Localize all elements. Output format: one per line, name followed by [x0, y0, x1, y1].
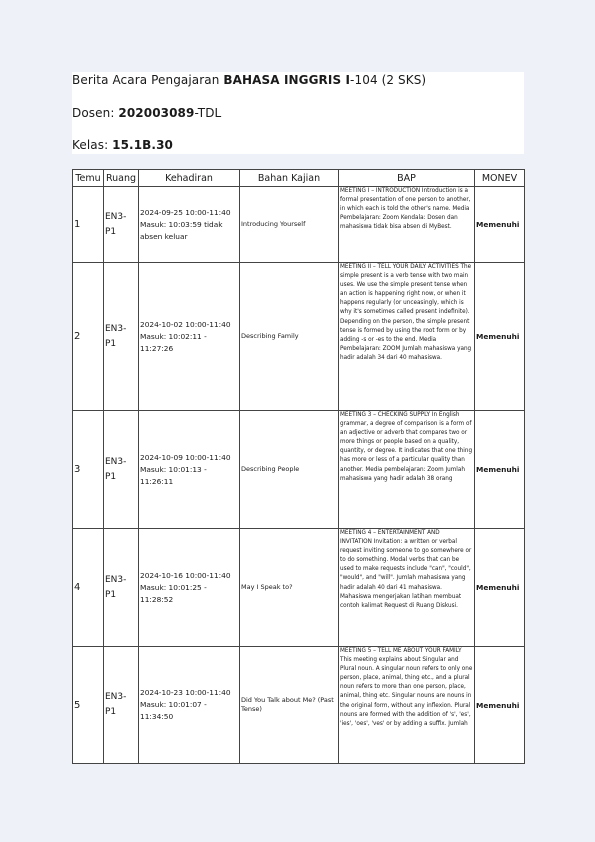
cell-temu: 4	[73, 529, 104, 647]
course-code: -104 (2 SKS)	[350, 73, 427, 87]
kehadiran-jadwal: 2024-10-16 10:00-11:40	[140, 570, 231, 580]
lecturer-code: -TDL	[194, 106, 222, 120]
kehadiran-jadwal: 2024-10-23 10:00-11:40	[140, 688, 231, 697]
cell-temu: 5	[73, 647, 104, 764]
cell-kehadiran	[139, 187, 240, 263]
cell-bap: MEETING I – INTRODUCTION Introduction is a formal presentation of one person to another, in which each is told the other's name. Media Pembelajaran: Zoom Kendala: Dosen dan mahasiswa tidak bisa absen di MyBest.	[339, 187, 475, 263]
report-title	[72, 73, 426, 87]
cell-ruang: EN3-P1	[104, 187, 139, 263]
cell-bahan-kajian: Describing Family	[240, 263, 339, 411]
cell-monev: Memenuhi	[475, 411, 525, 529]
col-header-temu: Temu	[73, 170, 104, 187]
cell-bap: MEETING II – TELL YOUR DAILY ACTIVITIES The simple present is a verb tense with two main uses. We use the simple present tense when an action is happening right now, or when it happens regularly (or unceasingly, which is why it's sometimes called present indefinite). Depending on the person, the simple present tense is formed by using the root form or by adding -s or -es to the end. Media Pembelajaran: ZOOM Jumlah mahasiswa yang hadir adalah 34 dari 40 mahasiswa.	[339, 263, 475, 411]
cell-ruang: EN3-P1	[104, 529, 139, 647]
class-line	[72, 138, 173, 152]
kehadiran-masuk: Masuk: 10:01:25 - 11:28:52	[140, 582, 207, 604]
col-header-bap: BAP	[339, 170, 475, 187]
kehadiran-masuk: Masuk: 10:01:07 - 11:34:50	[140, 700, 207, 721]
cell-temu: 3	[73, 411, 104, 529]
cell-bap: MEETING 4 – ENTERTAINMENT AND INVITATION Invitation: a written or verbal request inviting someone to go somewhere or to do something. Modal verbs that can be used to make requests include "can", "could", "would", and "will". Jumlah mahasiswa yang hadir adalah 40 dari 41 mahasiswa. Mahasiswa mengerjakan latihan membuat contoh kalimat Request di Ruang Diskusi.	[339, 529, 475, 647]
cell-ruang: EN3-P1	[104, 263, 139, 411]
lecturer-label: Dosen:	[72, 106, 119, 120]
cell-kehadiran	[139, 529, 240, 647]
report-header	[72, 72, 524, 154]
kehadiran-masuk: Masuk: 10:01:13 - 11:26:11	[140, 464, 207, 486]
table-row	[73, 187, 525, 263]
cell-monev: Memenuhi	[475, 647, 525, 764]
cell-monev: Memenuhi	[475, 263, 525, 411]
cell-monev: Memenuhi	[475, 187, 525, 263]
cell-bap: MEETING 3 – CHECKING SUPPLY In English grammar, a degree of comparison is a form of an adjective or adverb that compares two or more things or people based on a quality, quantity, or degree. It indicates that one thing has more or less of a particular quality than another. Media pembelajaran: Zoom Jumlah mahasiswa yang hadir adalah 38 orang	[339, 411, 475, 529]
table-row	[73, 263, 525, 411]
cell-ruang: EN3-P1	[104, 647, 139, 764]
cell-ruang: EN3-P1	[104, 411, 139, 529]
col-header-ruang: Ruang	[104, 170, 139, 187]
cell-bahan-kajian: May I Speak to?	[240, 529, 339, 647]
kehadiran-jadwal: 2024-10-02 10:00-11:40	[140, 319, 231, 329]
cell-bahan-kajian: Introducing Yourself	[240, 187, 339, 263]
cell-kehadiran	[139, 263, 240, 411]
teaching-record-table	[72, 169, 525, 764]
cell-kehadiran	[139, 411, 240, 529]
cell-temu: 2	[73, 263, 104, 411]
cell-temu: 1	[73, 187, 104, 263]
kehadiran-jadwal: 2024-10-09 10:00-11:40	[140, 452, 231, 462]
table-row	[73, 529, 525, 647]
cell-bap: MEETING 5 – TELL ME ABOUT YOUR FAMILY This meeting explains about Singular and Plural noun. A singular noun refers to only one person, place, animal, thing etc., and a plural noun refers to more than one person, place, animal, thing etc. Singular nouns are nouns in the original form, without any inflexion. Plural nouns are formed with the addition of 's', 'es', 'ies', 'oes', 'ves' or by adding a suffix. Jumlah	[339, 647, 475, 764]
col-header-monev: MONEV	[475, 170, 525, 187]
lecturer-id: 202003089	[118, 106, 195, 120]
class-id: 15.1B.30	[112, 138, 173, 152]
kehadiran-jadwal: 2024-09-25 10:00-11:40	[140, 207, 231, 217]
col-header-kehadiran: Kehadiran	[139, 170, 240, 187]
table-header-row	[73, 170, 525, 187]
cell-monev: Memenuhi	[475, 529, 525, 647]
table-row	[73, 647, 525, 764]
kehadiran-masuk: Masuk: 10:02:11 - 11:27:26	[140, 331, 207, 353]
cell-bahan-kajian: Did You Talk about Me? (Past Tense)	[240, 647, 339, 764]
cell-kehadiran	[139, 647, 240, 764]
lecturer-line	[72, 106, 221, 120]
cell-bahan-kajian: Describing People	[240, 411, 339, 529]
table-row	[73, 411, 525, 529]
title-prefix: Berita Acara Pengajaran	[72, 73, 224, 87]
kehadiran-masuk: Masuk: 10:03:59 tidak absen keluar	[140, 219, 223, 241]
course-name: BAHASA INGGRIS I	[223, 73, 351, 87]
class-label: Kelas:	[72, 138, 113, 152]
col-header-bahan-kajian: Bahan Kajian	[240, 170, 339, 187]
